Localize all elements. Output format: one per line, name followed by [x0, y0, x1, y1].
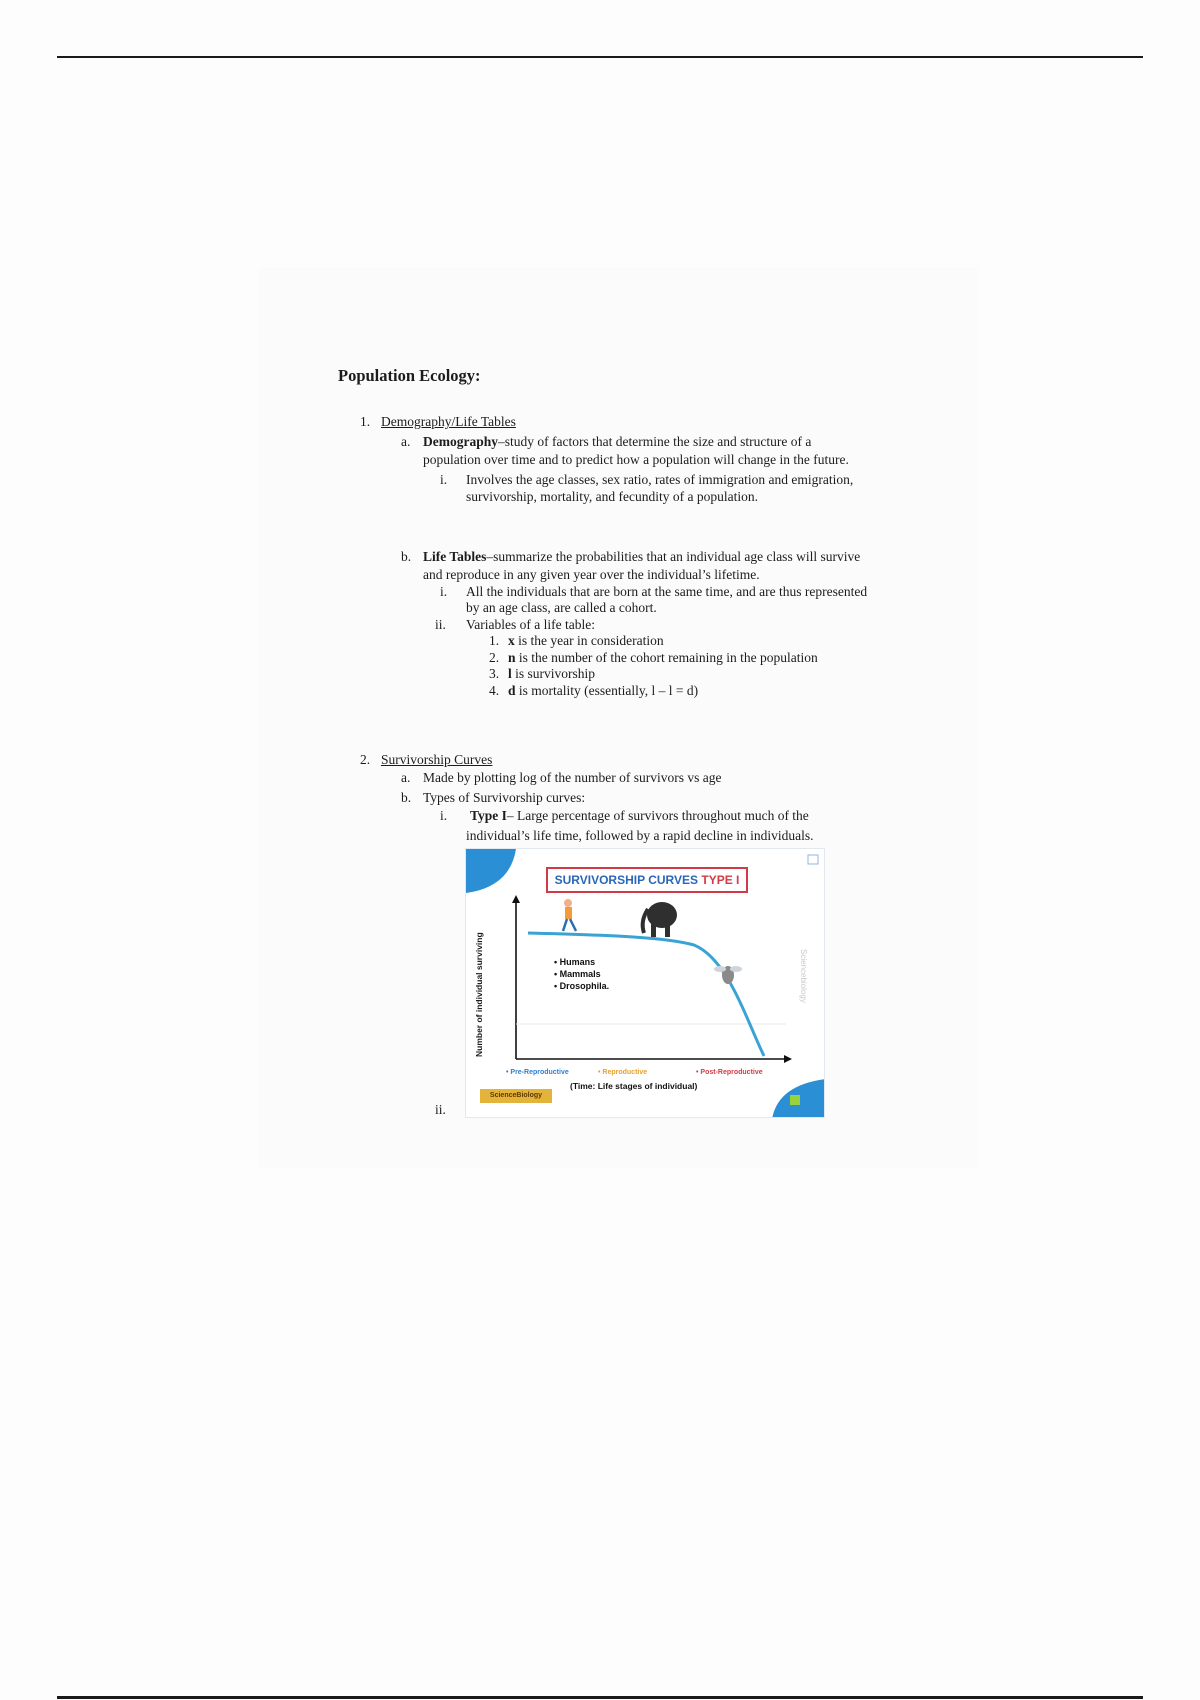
variable-4-number: 4.: [489, 683, 500, 698]
variable-2: n is the number of the cohort remaining in the population: [508, 650, 818, 665]
variable-4: d is mortality (essentially, l – l = d): [508, 683, 699, 698]
figure-y-axis-label: Number of individual surviving: [474, 932, 484, 1057]
variable-1-number: 1.: [489, 633, 500, 648]
x-category-post-reproductive: • Post-Reproductive: [696, 1069, 763, 1076]
elephant-icon: [643, 902, 677, 937]
item-1ai-marker: i.: [440, 472, 448, 487]
item-2bi-line2: individual’s life time, followed by a rapid decline in individuals.: [466, 828, 814, 843]
item-2bi-marker: i.: [440, 808, 448, 823]
y-axis-arrow: [512, 895, 520, 903]
section-2-number: 2.: [360, 752, 371, 767]
item-1bi-line2: by an age class, are called a cohort.: [466, 600, 657, 615]
item-1b-line2: and reproduce in any given year over the individual’s lifetime.: [423, 567, 760, 582]
figure-logo: ScienceBiology: [480, 1089, 552, 1103]
item-2a-text: Made by plotting log of the number of survivors vs age: [423, 770, 722, 785]
item-1ai-line2: survivorship, mortality, and fecundity of a population.: [466, 489, 758, 504]
item-1a-marker: a.: [401, 434, 411, 449]
figure-x-axis-title: (Time: Life stages of individual): [570, 1081, 698, 1091]
legend-mammals: • Mammals: [554, 969, 601, 979]
variable-1: x is the year in consideration: [508, 633, 664, 648]
item-1bii-marker: ii.: [435, 617, 446, 632]
x-axis-arrow: [784, 1055, 792, 1063]
term-type-1: Type I: [470, 808, 507, 823]
item-2b-marker: b.: [401, 790, 412, 805]
item-1a-line2: population over time and to predict how a population will change in the future.: [423, 452, 849, 467]
top-rule: [57, 56, 1143, 58]
term-demography: Demography: [423, 434, 498, 449]
item-1bii-text: Variables of a life table:: [466, 617, 595, 632]
bottom-rule: [57, 1696, 1143, 1699]
item-1a-line1: Demography–study of factors that determine the size and structure of a: [423, 434, 812, 449]
x-category-pre-reproductive: • Pre-Reproductive: [506, 1069, 569, 1076]
variable-3: l is survivorship: [508, 666, 596, 681]
term-life-tables: Life Tables: [423, 549, 487, 564]
item-1b-line1: Life Tables–summarize the probabilities that an individual age class will survive: [423, 549, 861, 564]
item-2bii-marker: ii.: [435, 1102, 446, 1117]
item-2b-text: Types of Survivorship curves:: [423, 790, 586, 805]
corner-badge-icon: [808, 855, 818, 864]
item-1bi-line1: All the individuals that are born at the same time, and are thus represented: [466, 584, 868, 599]
variable-2-number: 2.: [489, 650, 500, 665]
item-2a-marker: a.: [401, 770, 411, 785]
x-category-reproductive: • Reproductive: [598, 1069, 648, 1076]
section-1-number: 1.: [360, 414, 371, 429]
figure-title: SURVIVORSHIP CURVES TYPE I: [546, 867, 748, 893]
leaf-logo-icon: [790, 1095, 800, 1105]
section-2-heading: Survivorship Curves: [381, 752, 493, 767]
item-2bi-line1: Type I– Large percentage of survivors throughout much of the: [470, 808, 809, 823]
legend-drosophila: • Drosophila.: [554, 981, 610, 991]
item-1ai-line1: Involves the age classes, sex ratio, rates of immigration and emigration,: [466, 472, 854, 487]
human-icon: [563, 899, 576, 931]
fly-icon: [714, 966, 742, 984]
survivorship-curve: [528, 933, 764, 1056]
section-1-heading: Demography/Life Tables: [381, 414, 516, 429]
document-title: Population Ecology:: [338, 366, 481, 385]
item-1bi-marker: i.: [440, 584, 448, 599]
survivorship-curve-figure: [465, 848, 825, 1118]
variable-3-number: 3.: [489, 666, 500, 681]
figure-watermark: Sciencebiology: [799, 949, 808, 1003]
legend-humans: • Humans: [554, 957, 596, 967]
item-1b-marker: b.: [401, 549, 412, 564]
